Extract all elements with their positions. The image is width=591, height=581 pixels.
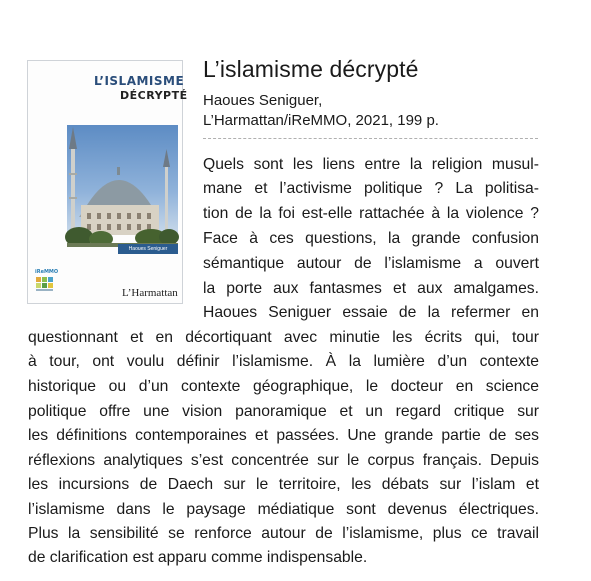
book-author: Haoues Seniguer, [203, 92, 323, 109]
review-line: questionnant et en décortiquant avec minutie les écrits qui, tour [28, 329, 539, 346]
mosque-photo [67, 125, 178, 311]
review-line: réflexions analytiques s’est concentrée sur le corpus français. Depuis [28, 452, 539, 469]
review-line: les définitions contemporaines et passées. Une grande partie de ses [28, 427, 539, 444]
review-line: tion de la foi est-elle rattachée à la violence ? [203, 205, 539, 222]
review-line: l’islamisme dans le paysage médiatique sont devenus électriques. [28, 501, 539, 518]
review-line: sémantique autour de l’islamisme a ouvert [203, 255, 539, 272]
book-cover-image [27, 60, 188, 304]
review-line: Quels sont les liens entre la religion musul- [203, 156, 539, 173]
review-line: Face à ces questions, la grande confusion [203, 230, 539, 247]
review-line: de clarification est apparu comme indispensable. [28, 549, 368, 566]
cover-publisher: L’Harmattan [122, 287, 178, 299]
book-title: L’islamisme décrypté [203, 56, 419, 82]
iremmo-logo [35, 266, 59, 300]
review-line: Haoues Seniguer essaie de la refermer en [203, 304, 539, 321]
review-line: les incursions de Daech sur le territoire, les débats sur l’islam et [28, 476, 539, 493]
dotted-divider [203, 138, 538, 139]
review-line: la porte aux fantasmes et aux amalgames. [203, 280, 539, 297]
review-line: à tour, ont voulu définir l’islamisme. À la lumière d’un contexte [28, 353, 539, 370]
review-line: politique offre une vision panoramique et un regard critique sur [28, 403, 539, 420]
svg-text:iReMMO: iReMMO [35, 269, 59, 275]
cover-title-line1: L’ISLAMISME [94, 74, 185, 88]
book-publisher-info: L’Harmattan/iReMMO, 2021, 199 p. [203, 112, 439, 129]
review-line: historique ou d’un contexte géographique, le docteur en science [28, 378, 539, 395]
cover-author-band: Haoues Seniguer [118, 244, 178, 254]
review-line: mane et l’activisme politique ? La politisa- [203, 180, 539, 197]
review-line: Plus la sensibilité se renforce autour de l’islamisme, plus ce travail [28, 525, 539, 542]
cover-title-line2: DÉCRYPTÉ [120, 89, 188, 102]
